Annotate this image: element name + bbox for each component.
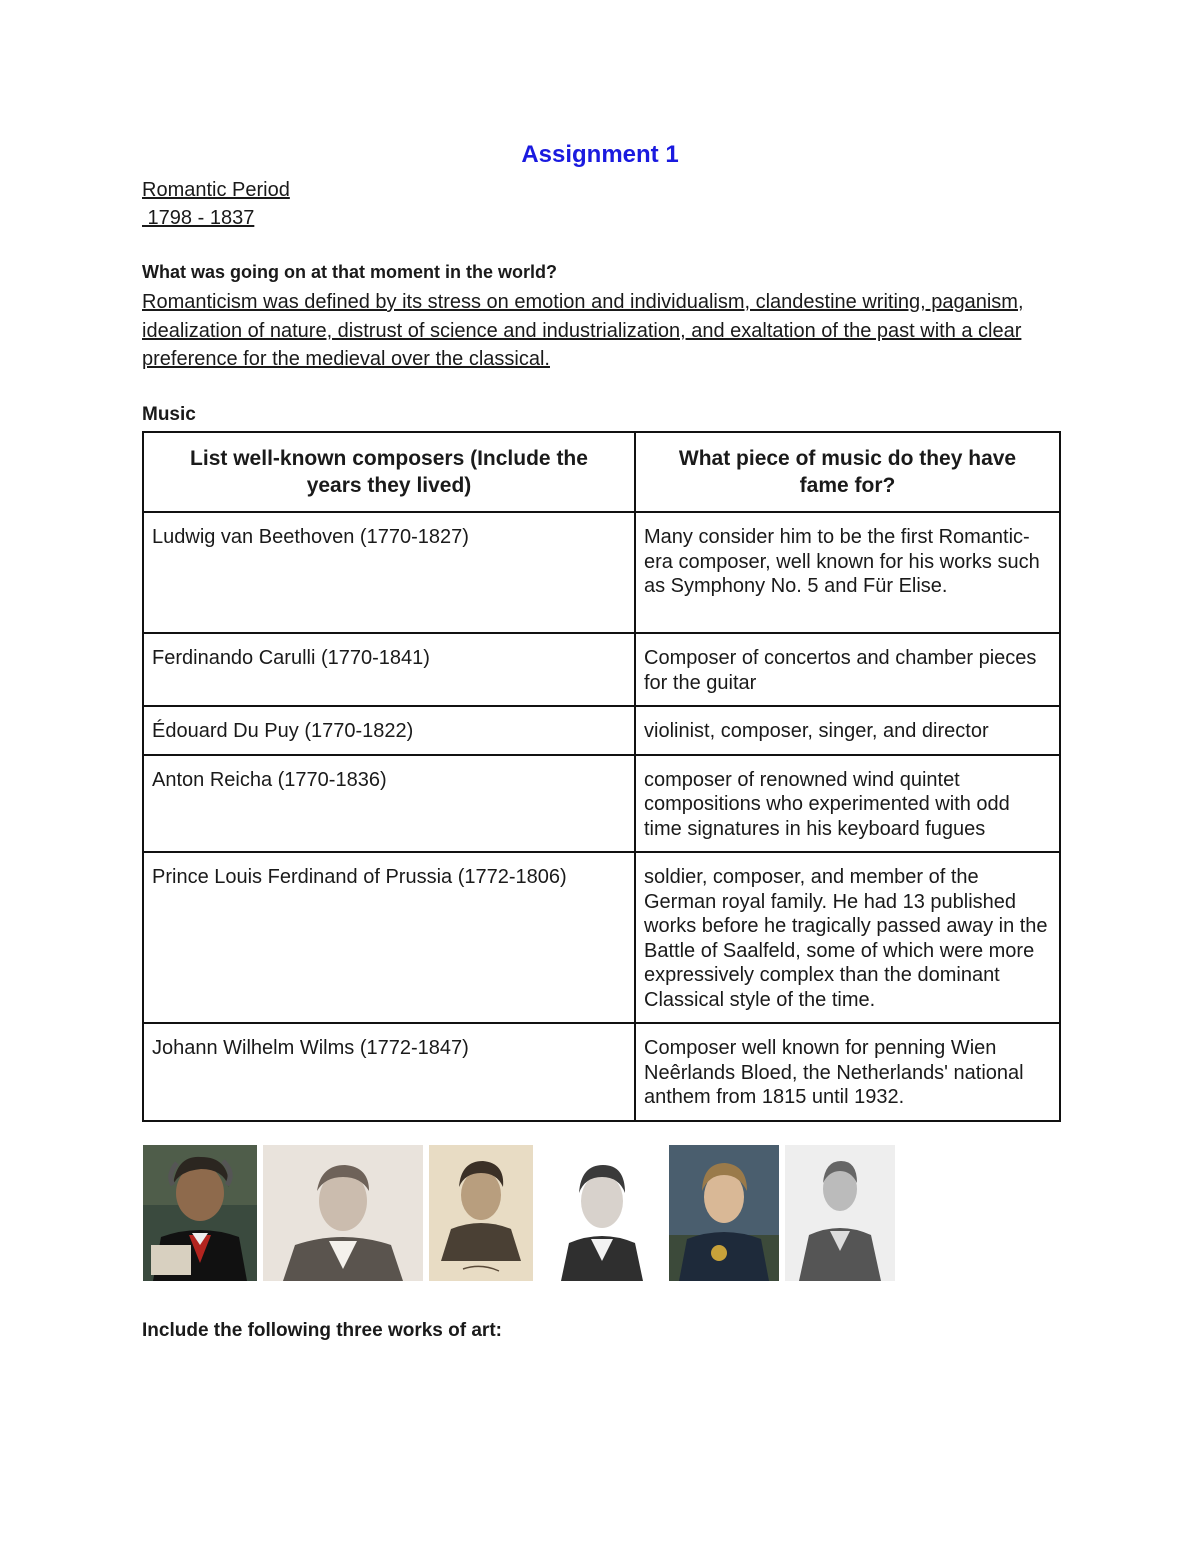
header-composers: List well-known composers (Include the years they lived)	[143, 432, 635, 512]
period-dates: 1798 - 1837	[142, 207, 255, 229]
fame-cell: Many consider him to be the first Romantic-era composer, well known for his works such as Symphony No. 5 and Für Elise.	[635, 512, 1060, 633]
header-fame: What piece of music do they have fame for?	[635, 432, 1060, 512]
composer-cell: Ludwig van Beethoven (1770-1827)	[143, 512, 635, 633]
composer-cell: Ferdinando Carulli (1770-1841)	[143, 633, 635, 706]
table-row	[143, 852, 1060, 1023]
fame-cell: Composer well known for penning Wien Neêrlands Bloed, the Netherlands' national anthem from 1815 until 1932.	[635, 1023, 1060, 1121]
period-block	[142, 176, 290, 232]
portrait-du-puy	[429, 1145, 533, 1281]
portrait-beethoven	[143, 1145, 257, 1281]
table-row	[143, 512, 1060, 633]
composer-cell: Anton Reicha (1770-1836)	[143, 755, 635, 853]
period-name: Romantic Period	[142, 179, 290, 201]
fame-cell: Composer of concertos and chamber pieces for the guitar	[635, 633, 1060, 706]
page-title: Assignment 1	[521, 141, 679, 168]
table-row	[143, 1023, 1060, 1121]
fame-cell: violinist, composer, singer, and director	[635, 706, 1060, 755]
table-header-row	[143, 432, 1060, 512]
composer-cell: Édouard Du Puy (1770-1822)	[143, 706, 635, 755]
portrait-carulli	[263, 1145, 423, 1281]
table-row	[143, 755, 1060, 853]
portrait-reicha	[539, 1145, 665, 1281]
music-heading: Music	[142, 404, 196, 425]
fame-cell: composer of renowned wind quintet compositions who experimented with odd time signatures in his keyboard fugues	[635, 755, 1060, 853]
portrait-wilms	[785, 1145, 895, 1281]
composers-table	[142, 431, 1061, 1122]
table-row	[143, 633, 1060, 706]
composer-cell: Prince Louis Ferdinand of Prussia (1772-1806)	[143, 852, 635, 1023]
table-row	[143, 706, 1060, 755]
world-question: What was going on at that moment in the world?	[142, 262, 557, 282]
world-answer: Romanticism was defined by its stress on emotion and individualism, clandestine writing, paganism, idealization of nature, distrust of science and industrialization, and exaltation of the past with a clear preference for the medieval over the classical.	[142, 291, 1024, 370]
portrait-louis-ferdinand	[669, 1145, 779, 1281]
composer-cell: Johann Wilhelm Wilms (1772-1847)	[143, 1023, 635, 1121]
include-heading: Include the following three works of art:	[142, 1320, 502, 1341]
fame-cell: soldier, composer, and member of the German royal family. He had 13 published works before he tragically passed away in the Battle of Saalfeld, some of which were more expressively complex than the dominant Classical style of the time.	[635, 852, 1060, 1023]
